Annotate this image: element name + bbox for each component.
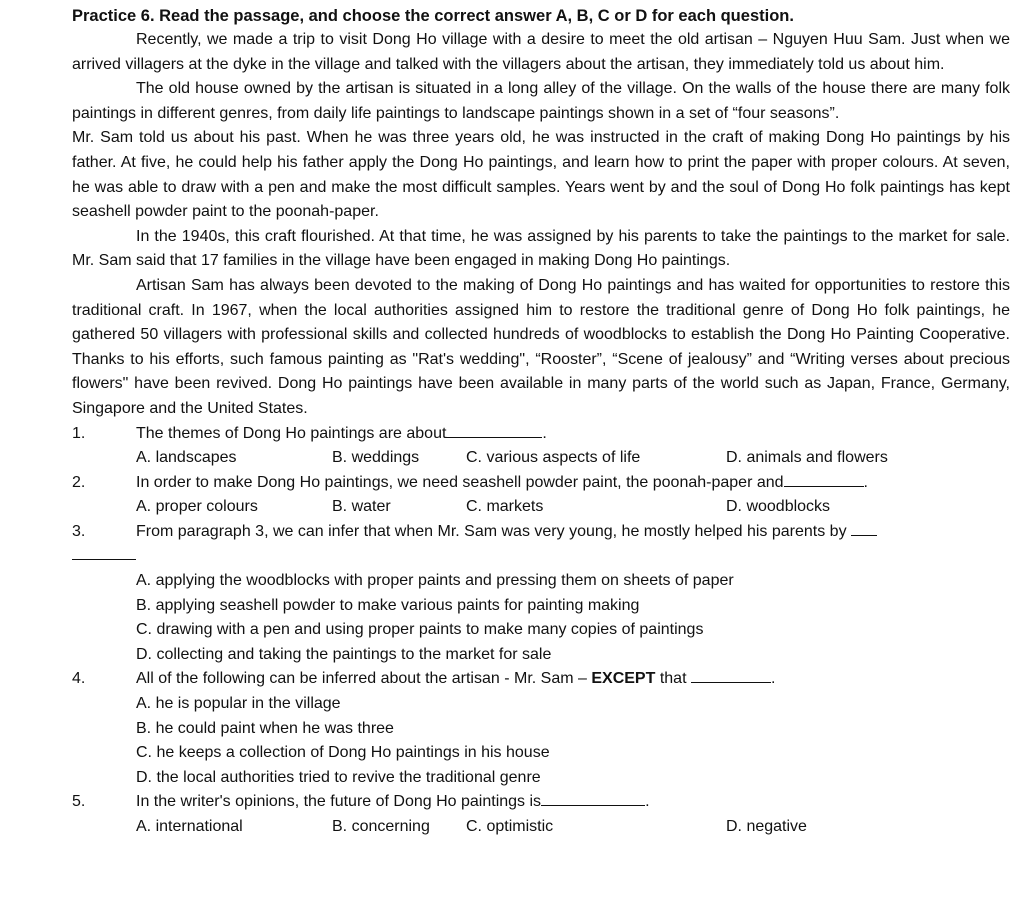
question-3	[72, 520, 1010, 668]
question-stem: In the writer's opinions, the future of Dong Ho paintings is	[136, 793, 542, 811]
question-end: .	[542, 424, 547, 442]
question-options	[136, 495, 1010, 520]
option-a[interactable]: A. landscapes	[136, 449, 237, 467]
answer-blank[interactable]	[446, 423, 542, 438]
option-b[interactable]: B. weddings	[332, 449, 420, 467]
option-d[interactable]: D. the local authorities tried to revive the traditional genre	[136, 768, 541, 786]
question-number: 1.	[72, 424, 86, 442]
question-options	[136, 569, 1010, 667]
question-stem: The themes of Dong Ho paintings are about	[136, 424, 447, 442]
passage-paragraph-3: Mr. Sam told us about his past. When he was three years old, he was instructed in the craft of making Dong Ho paintings by his father. At five, he could help his father apply the Dong Ho paintings, and learn how to print the paper with proper colours. At seven, he was able to draw with a pen and make the most difficult samples. Years went by and the soul of Dong Ho folk paintings has kept seashell powder paint to the poonah-paper.	[72, 129, 1010, 221]
option-a[interactable]: A. proper colours	[136, 498, 258, 516]
answer-blank[interactable]	[851, 521, 877, 536]
reading-passage	[72, 28, 1010, 422]
answer-blank[interactable]	[691, 668, 771, 683]
question-options	[136, 815, 1010, 840]
passage-paragraph-1: Recently, we made a trip to visit Dong Ho village with a desire to meet the old artisan – Nguyen Huu Sam. Just when we arrived villagers at the dyke in the village and talked with the villagers about the artisan, they immediately told us about him.	[72, 31, 1010, 73]
question-stem: In order to make Dong Ho paintings, we need seashell powder paint, the poonah-paper and	[136, 473, 784, 491]
option-c[interactable]: C. drawing with a pen and using proper paints to make many copies of paintings	[136, 621, 704, 639]
question-text	[136, 790, 1010, 815]
option-c[interactable]: C. various aspects of life	[466, 449, 641, 467]
question-number: 4.	[72, 670, 86, 688]
question-text	[136, 471, 1010, 496]
option-d[interactable]: D. animals and flowers	[726, 449, 888, 467]
question-number: 2.	[72, 473, 86, 491]
passage-paragraph-5: Artisan Sam has always been devoted to the making of Dong Ho paintings and has waited for opportunities to restore this traditional craft. In 1967, when the local authorities assigned him to restore the traditional genre of Dong Ho folk paintings, he gathered 50 villagers with professional skills and collected hundreds of woodblocks to establish the Dong Ho Painting Cooperative. Thanks to his efforts, such famous painting as "Rat's wedding", “Rooster”, “Scene of jealousy” and “Writing verses about precious flowers" have been revived. Dong Ho paintings have been available in many parts of the world such as Japan, France, Germany, Singapore and the United States.	[72, 276, 1010, 417]
question-number: 5.	[72, 793, 86, 811]
answer-blank[interactable]	[541, 791, 645, 806]
question-text	[136, 422, 1010, 447]
emphasis-except: EXCEPT	[591, 670, 656, 688]
question-5	[72, 790, 1010, 839]
question-number: 3.	[72, 522, 86, 540]
option-d[interactable]: D. collecting and taking the paintings to the market for sale	[136, 645, 552, 663]
option-c[interactable]: C. optimistic	[466, 818, 554, 835]
question-4	[72, 667, 1010, 790]
option-c[interactable]: C. markets	[466, 498, 544, 516]
question-options	[136, 446, 1010, 471]
question-text	[136, 667, 1010, 692]
question-stem: All of the following can be inferred about the artisan - Mr. Sam –	[136, 670, 587, 688]
option-a[interactable]: A. applying the woodblocks with proper paints and pressing them on sheets of paper	[136, 572, 734, 590]
option-a[interactable]: A. international	[136, 818, 243, 835]
answer-blank-continued	[72, 544, 1010, 569]
question-stem: From paragraph 3, we can infer that when Mr. Sam was very young, he mostly helped his parents by	[136, 522, 847, 540]
question-end: .	[863, 473, 868, 491]
question-options	[136, 692, 1010, 790]
option-d[interactable]: D. negative	[726, 818, 807, 835]
option-b[interactable]: B. water	[332, 498, 391, 516]
option-a[interactable]: A. he is popular in the village	[136, 695, 341, 713]
option-b[interactable]: B. applying seashell powder to make various paints for painting making	[136, 596, 640, 614]
question-1	[72, 422, 1010, 471]
option-d[interactable]: D. woodblocks	[726, 498, 831, 516]
option-c[interactable]: C. he keeps a collection of Dong Ho paintings in his house	[136, 744, 550, 762]
option-b[interactable]: B. he could paint when he was three	[136, 719, 394, 737]
question-end: .	[770, 670, 776, 688]
question-2	[72, 471, 1010, 520]
option-b[interactable]: B. concerning	[332, 818, 430, 835]
question-text	[136, 520, 1010, 545]
answer-blank[interactable]	[784, 472, 864, 487]
passage-paragraph-4: In the 1940s, this craft flourished. At that time, he was assigned by his parents to take the paintings to the market for sale. Mr. Sam said that 17 families in the village have been engaged in making Dong Ho paintings.	[72, 227, 1010, 270]
question-end: .	[645, 793, 650, 811]
passage-paragraph-2: The old house owned by the artisan is situated in a long alley of the village. On the walls of the house there are many folk paintings in different genres, from daily life paintings to landscape paintings shown in a set of “four seasons”.	[72, 80, 1010, 122]
question-stem-tail: that	[659, 670, 687, 688]
exercise-title: Practice 6. Read the passage, and choose the correct answer A, B, C or D for each question.	[72, 7, 794, 25]
answer-blank-line[interactable]	[72, 545, 136, 560]
